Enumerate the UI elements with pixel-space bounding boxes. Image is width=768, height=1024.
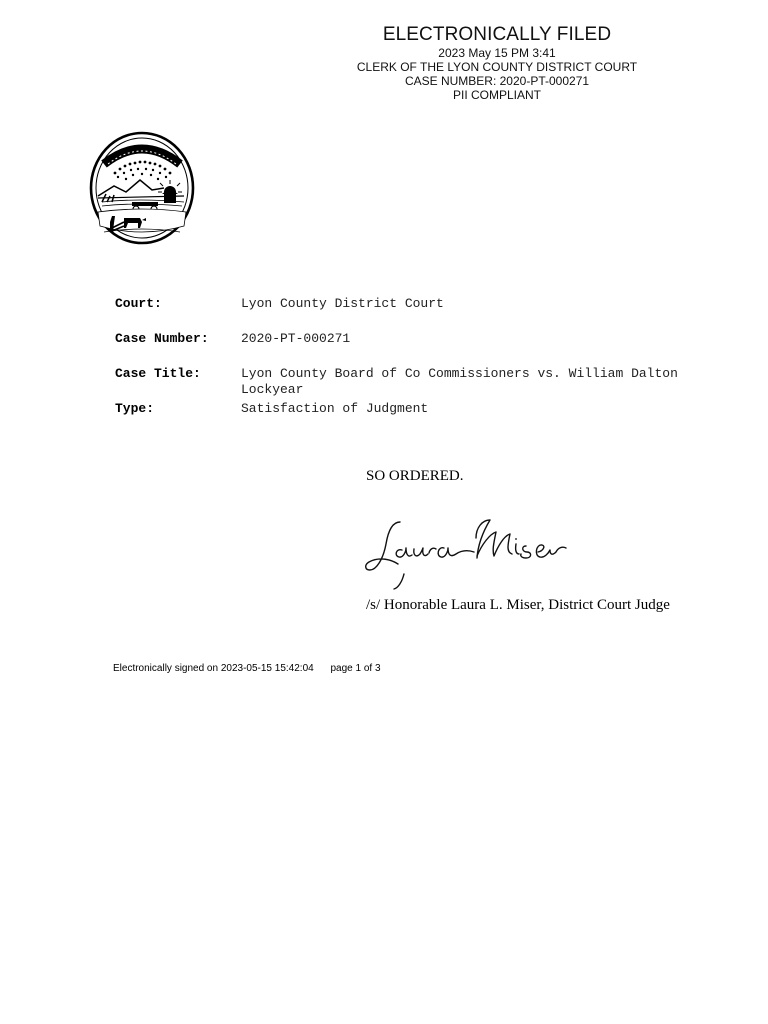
filing-datetime: 2023 May 15 PM 3:41 — [438, 46, 556, 60]
footer — [113, 663, 381, 674]
case-number-label: Case Number: — [115, 331, 209, 346]
filing-stamp — [340, 24, 654, 102]
court-label: Court: — [115, 296, 162, 311]
kansas-state-seal-icon — [88, 130, 196, 246]
clerk-line: CLERK OF THE LYON COUNTY DISTRICT COURT — [356, 60, 638, 74]
so-ordered-text: SO ORDERED. — [366, 468, 464, 484]
stamp-case-number: CASE NUMBER: 2020-PT-000271 — [404, 74, 590, 88]
type-value: Satisfaction of Judgment — [241, 401, 429, 416]
filing-stamp-headline: ELECTRONICALLY FILED — [382, 24, 612, 45]
judge-signature-line: /s/ Honorable Laura L. Miser, District Court Judge — [366, 597, 670, 613]
case-title-value: Lyon County Board of Co Commissioners vs. William Dalton Lockyear — [241, 366, 678, 397]
case-title-label: Case Title: — [115, 366, 201, 381]
handwritten-signature-icon — [358, 508, 572, 590]
pii-compliant-line: PII COMPLIANT — [452, 88, 541, 102]
page-number: page 1 of 3 — [330, 663, 381, 674]
electronically-signed-text: Electronically signed on 2023-05-15 15:42:04 — [113, 663, 314, 674]
type-label: Type: — [115, 401, 155, 416]
case-number-value: 2020-PT-000271 — [241, 331, 351, 346]
court-value: Lyon County District Court — [241, 296, 444, 311]
